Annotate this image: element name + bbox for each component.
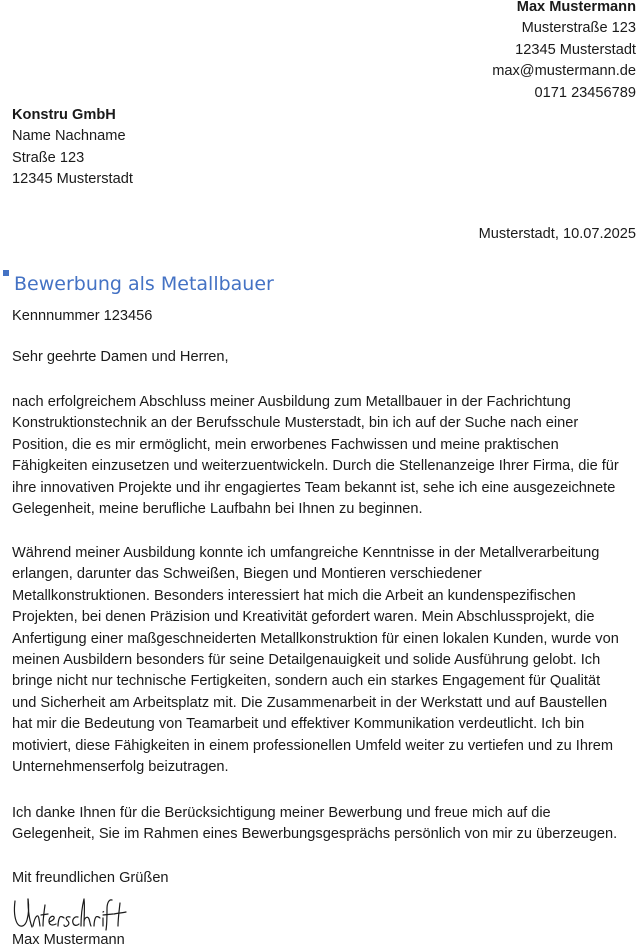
body-line: ihre innovativen Projekte und ihr engagiertes Team bekannt ist, sehe ich eine ausgezeichnete: [12, 479, 616, 496]
body-line: Ich danke Ihnen für die Berücksichtigung meiner Bewerbung und freue mich auf die: [12, 805, 551, 821]
closing-phrase: Mit freundlichen Grüßen: [12, 870, 169, 886]
body-line: Während meiner Ausbildung konnte ich umfangreiche Kenntnisse in der Metallverarbeitung: [12, 545, 600, 561]
sender-address: [492, 0, 636, 104]
handwritten-signature: [12, 895, 130, 931]
body-paragraph-2: [12, 543, 637, 778]
sender-phone: 0171 23456789: [534, 84, 636, 101]
sender-city: 12345 Musterstadt: [515, 41, 636, 58]
letter-date: Musterstadt, 10.07.2025: [478, 226, 636, 242]
sender-email: max@mustermann.de: [492, 63, 636, 80]
body-line: hat mir die Bedeutung von Teamarbeit und effektiver Kommunikation verdeutlicht. Ich bin: [12, 716, 585, 733]
recipient-company: Konstru GmbH: [12, 107, 116, 123]
sender-street: Musterstraße 123: [521, 20, 636, 37]
body-line: Gelegenheit, meine berufliche Laufbahn bei Ihnen zu beginnen.: [12, 501, 423, 518]
recipient-address: [12, 105, 133, 191]
body-line: und Sicherheit am Arbeitsplatz mit. Die Zusammenarbeit in der Werkstatt und auf Baustellen: [12, 694, 608, 711]
recipient-contact: Name Nachname: [12, 128, 126, 145]
body-line: bringe nicht nur technische Fertigkeiten, sondern auch ein starkes Engagement für Qualität: [12, 673, 601, 690]
body-line: Projekten, bei denen Präzision und Kreativität gefordert waren. Mein Abschlussprojekt, die: [12, 609, 595, 626]
body-line: nach erfolgreichem Abschluss meiner Ausbildung zum Metallbauer in der Fachrichtung: [12, 394, 571, 410]
body-line: Konstruktionstechnik an der Berufsschule Musterstadt, bin ich auf der Suche nach einer: [12, 415, 579, 432]
salutation: Sehr geehrte Damen und Herren,: [12, 349, 229, 365]
recipient-street: Straße 123: [12, 149, 85, 166]
signer-name: Max Mustermann: [12, 932, 125, 948]
recipient-city: 12345 Musterstadt: [12, 171, 133, 188]
reference-number: Kennnummer 123456: [12, 308, 153, 324]
body-line: Gelegenheit, Sie im Rahmen eines Bewerbungsgesprächs persönlich von mir zu überzeugen.: [12, 826, 618, 843]
body-line: Position, die es mir ermöglicht, mein erworbenes Fachwissen und meine praktischen: [12, 436, 559, 453]
body-line: Unternehmenserfolg beizutragen.: [12, 759, 229, 776]
body-line: meinen Ausbildern besonders für seine Detailgenauigkeit und solide Ausführung gelobt. Ich: [12, 652, 601, 669]
body-paragraph-3: [12, 803, 637, 846]
subject-marker-icon: [3, 270, 9, 276]
sender-name: Max Mustermann: [516, 0, 636, 15]
body-line: Metallkonstruktionen. Besonders interessiert hat mich die Arbeit an kundenspezifischen: [12, 587, 576, 604]
body-line: Anfertigung einer maßgeschneiderten Metallkonstruktion für einen lokalen Kunden, wurde von: [12, 630, 619, 647]
body-line: erlangen, darunter das Schweißen, Biegen und Montieren verschiedener: [12, 566, 482, 583]
body-line: motiviert, diese Fähigkeiten in einem professionellen Umfeld weiter zu vertiefen und zu Ihrem: [12, 737, 614, 754]
body-paragraph-1: [12, 392, 637, 520]
letter-subject: Bewerbung als Metallbauer: [14, 273, 274, 295]
body-line: Fähigkeiten einzusetzen und weiterzuentwickeln. Durch die Stellenanzeige Ihrer Firma, die für: [12, 458, 619, 475]
